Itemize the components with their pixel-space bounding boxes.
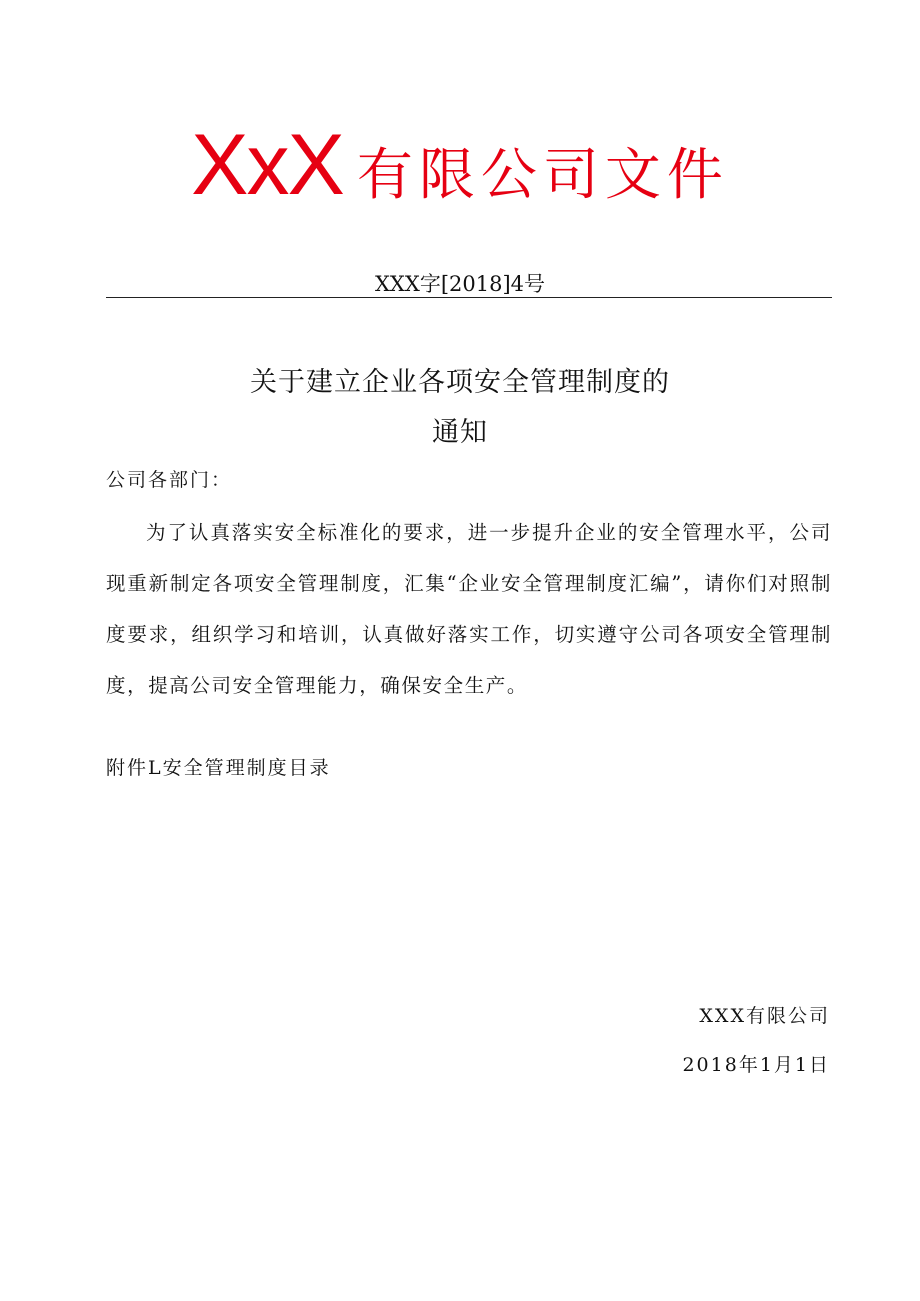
header-divider [106,297,832,298]
body-paragraph: 为了认真落实安全标准化的要求，进一步提升企业的安全管理水平，公司现重新制定各项安全管理制度，汇集“企业安全管理制度汇编”，请你们对照制度要求，组织学习和培训，认真做好落实工作，切实遵守公司各项安全管理制度，提高公司安全管理能力，确保安全生产。 [106,521,832,697]
signature-company: XXX有限公司 [699,1005,830,1027]
document-number: XXX字[2018]4号 [374,272,546,296]
attachment-line: 附件L安全管理制度目录 [106,757,331,779]
notice-title-line1: 关于建立企业各项安全管理制度的 [250,367,670,398]
salutation: 公司各部门： [106,469,233,491]
document-header-title [0,117,920,213]
header-title-cjk: 有限公司文件 [356,143,729,208]
signature-date: 2018年1月1日 [682,1054,830,1076]
header-title-latin: XxX [191,117,343,213]
notice-title-line2: 通知 [432,417,488,448]
